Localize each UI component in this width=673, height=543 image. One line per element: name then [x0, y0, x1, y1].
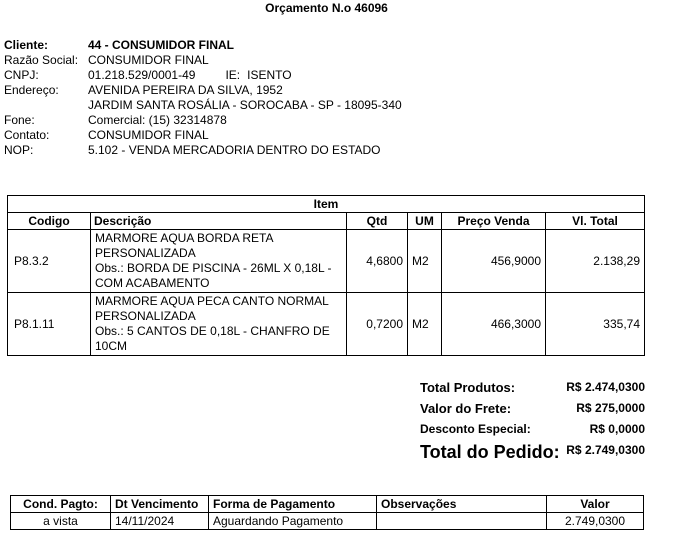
fone-row [4, 113, 402, 128]
desconto-value: R$ 0,0000 [589, 422, 645, 436]
nop-row [4, 143, 402, 158]
desconto-row [418, 422, 645, 443]
nop-value: 5.102 - VENDA MERCADORIA DENTRO DO ESTADO [88, 143, 381, 157]
payment-table [10, 495, 644, 530]
nop-label: NOP: [4, 143, 34, 157]
items-group-header-row [8, 196, 645, 213]
pay-cond-header: Cond. Pagto: [11, 496, 111, 513]
col-preco-header: Preço Venda [442, 213, 546, 230]
razao-label: Razão Social: [4, 53, 79, 67]
endereco-row [4, 83, 402, 113]
cnpj-ie-cell [88, 68, 402, 83]
table-row [11, 513, 644, 530]
item-descricao [91, 293, 347, 356]
item-preco: 466,3000 [442, 293, 546, 356]
total-produtos-value: R$ 2.474,0300 [566, 380, 645, 394]
item-total: 335,74 [546, 293, 645, 356]
endereco-label: Endereço: [4, 83, 59, 97]
item-codigo: P8.3.2 [8, 230, 91, 293]
item-descricao [91, 230, 347, 293]
cliente-row [4, 38, 402, 53]
item-descricao-text: MARMORE AQUA BORDA RETA PERSONALIZADA [95, 231, 273, 260]
item-obs: Obs.: 5 CANTOS DE 0,18L - CHANFRO DE 10CM [95, 324, 330, 353]
razao-row [4, 53, 402, 68]
ie-label: IE: [225, 68, 241, 82]
item-um: M2 [408, 230, 442, 293]
col-codigo-header: Codigo [8, 213, 91, 230]
contato-value: CONSUMIDOR FINAL [88, 128, 209, 142]
item-um: M2 [408, 293, 442, 356]
total-produtos-label: Total Produtos: [420, 380, 516, 395]
item-qtd: 0,7200 [347, 293, 408, 356]
valor-frete-value: R$ 275,0000 [576, 401, 645, 415]
endereco-line1: AVENIDA PEREIRA DA SILVA, 1952 [88, 83, 283, 97]
valor-frete-row [418, 401, 645, 422]
pay-valor: 2.749,0300 [547, 513, 644, 530]
total-pedido-label: Total do Pedido: [420, 442, 560, 462]
ie-value: ISENTO [247, 68, 292, 82]
contato-row [4, 128, 402, 143]
items-table [7, 195, 645, 356]
razao-value: CONSUMIDOR FINAL [88, 53, 209, 67]
page-title: Orçamento N.o 46096 [265, 1, 388, 15]
total-pedido-row [418, 443, 645, 467]
table-row [8, 230, 645, 293]
total-produtos-row [418, 380, 645, 401]
payment-header-row [11, 496, 644, 513]
items-group-header: Item [8, 196, 645, 213]
contato-label: Contato: [4, 128, 50, 142]
col-descricao-header: Descrição [91, 213, 347, 230]
col-um-header: UM [408, 213, 442, 230]
endereco-value [88, 83, 402, 113]
item-preco: 456,9000 [442, 230, 546, 293]
valor-frete-label: Valor do Frete: [420, 401, 512, 416]
total-pedido-value: R$ 2.749,0300 [566, 443, 645, 457]
pay-vencimento: 14/11/2024 [111, 513, 209, 530]
item-obs: Obs.: BORDA DE PISCINA - 26ML X 0,18L - COM ACABAMENTO [95, 261, 332, 290]
pay-obs-header: Observações [377, 496, 547, 513]
fone-label: Fone: [4, 113, 35, 127]
client-info [4, 38, 402, 158]
table-row [8, 293, 645, 356]
pay-forma: Aguardando Pagamento [209, 513, 377, 530]
item-qtd: 4,6800 [347, 230, 408, 293]
pay-obs [377, 513, 547, 530]
totals-block [418, 380, 645, 467]
pay-cond: a vista [11, 513, 111, 530]
fone-value: Comercial: (15) 32314878 [88, 113, 227, 127]
col-qtd-header: Qtd [347, 213, 408, 230]
pay-forma-header: Forma de Pagamento [209, 496, 377, 513]
item-descricao-text: MARMORE AQUA PECA CANTO NORMAL PERSONALIZADA [95, 294, 329, 323]
col-total-header: Vl. Total [546, 213, 645, 230]
desconto-label: Desconto Especial: [420, 422, 531, 436]
cnpj-label: CNPJ: [4, 68, 39, 82]
cnpj-value: 01.218.529/0001-49 [88, 68, 196, 82]
items-header-row [8, 213, 645, 230]
cliente-label: Cliente: [4, 38, 49, 52]
pay-valor-header: Valor [547, 496, 644, 513]
pay-venc-header: Dt Vencimento [111, 496, 209, 513]
cnpj-row [4, 68, 402, 83]
cliente-value: 44 - CONSUMIDOR FINAL [88, 38, 235, 52]
endereco-line2: JARDIM SANTA ROSÁLIA - SOROCABA - SP - 18095-340 [88, 98, 402, 112]
item-total: 2.138,29 [546, 230, 645, 293]
item-codigo: P8.1.11 [8, 293, 91, 356]
